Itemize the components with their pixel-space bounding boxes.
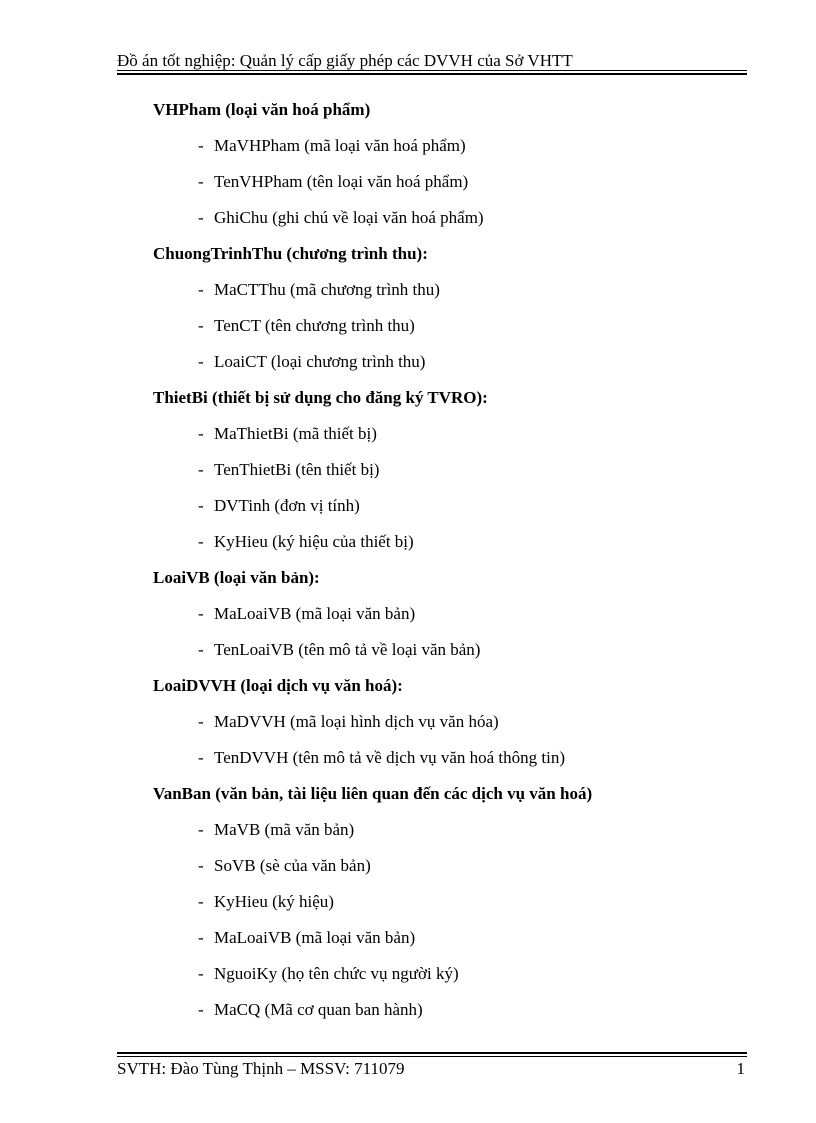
- footer-rule-thick: [117, 1052, 747, 1054]
- list-item-text: SoVB (sè của văn bản): [214, 856, 371, 875]
- page-number: 1: [736, 1059, 745, 1078]
- list-item-text: MaLoaiVB (mã loại văn bản): [214, 928, 416, 947]
- section-title: ThietBi (thiết bị sử dụng cho đăng ký TVRO):: [153, 388, 488, 407]
- header-rule-thin: [117, 70, 747, 71]
- list-item-text: DVTinh (đơn vị tính): [214, 496, 360, 515]
- bullet-dash: -: [198, 316, 204, 335]
- bullet-dash: -: [198, 964, 204, 983]
- list-item: [153, 350, 743, 386]
- bullet-dash: -: [198, 460, 204, 479]
- bullet-dash: -: [198, 748, 204, 767]
- list-item-text: MaDVVH (mã loại hình dịch vụ văn hóa): [214, 712, 499, 731]
- list-item: [153, 530, 743, 566]
- list-item: [153, 422, 743, 458]
- document-body: [153, 98, 743, 1034]
- list-item: [153, 854, 743, 890]
- list-item-text: MaVHPham (mã loại văn hoá phẩm): [214, 136, 466, 155]
- list-item: [153, 134, 743, 170]
- list-item-text: MaLoaiVB (mã loại văn bản): [214, 604, 416, 623]
- bullet-dash: -: [198, 928, 204, 947]
- section: [153, 98, 743, 242]
- section: [153, 782, 743, 1034]
- bullet-dash: -: [198, 352, 204, 371]
- section-title: ChuongTrinhThu (chương trình thu):: [153, 244, 428, 263]
- section: [153, 386, 743, 566]
- page-header: [117, 50, 747, 72]
- bullet-dash: -: [198, 856, 204, 875]
- list-item-text: MaVB (mã văn bản): [214, 820, 355, 839]
- list-item: [153, 926, 743, 962]
- section-title: LoaiVB (loại văn bản):: [153, 568, 320, 587]
- list-item: [153, 278, 743, 314]
- list-item-text: LoaiCT (loại chương trình thu): [214, 352, 426, 371]
- list-item-text: TenCT (tên chương trình thu): [214, 316, 415, 335]
- list-item-text: MaCQ (Mã cơ quan ban hành): [214, 1000, 423, 1019]
- bullet-dash: -: [198, 604, 204, 623]
- list-item-text: TenThietBi (tên thiết bị): [214, 460, 380, 479]
- section: [153, 242, 743, 386]
- list-item-text: NguoiKy (họ tên chức vụ người ký): [214, 964, 459, 983]
- bullet-dash: -: [198, 640, 204, 659]
- list-item-text: TenDVVH (tên mô tả về dịch vụ văn hoá thông tin): [214, 748, 566, 767]
- footer-author: SVTH: Đào Tùng Thịnh – MSSV: 711079: [117, 1059, 405, 1078]
- list-item: [153, 818, 743, 854]
- bullet-dash: -: [198, 172, 204, 191]
- list-item-text: MaThietBi (mã thiết bị): [214, 424, 377, 443]
- section-title: VHPham (loại văn hoá phẩm): [153, 100, 371, 119]
- section-title: VanBan (văn bản, tài liệu liên quan đến các dịch vụ văn hoá): [153, 784, 593, 803]
- list-item: [153, 962, 743, 998]
- bullet-dash: -: [198, 424, 204, 443]
- bullet-dash: -: [198, 1000, 204, 1019]
- bullet-dash: -: [198, 712, 204, 731]
- list-item-text: KyHieu (ký hiệu): [214, 892, 334, 911]
- list-item-text: TenLoaiVB (tên mô tả về loại văn bản): [214, 640, 481, 659]
- list-item: [153, 710, 743, 746]
- page-footer: [117, 1058, 747, 1080]
- list-item: [153, 890, 743, 926]
- bullet-dash: -: [198, 208, 204, 227]
- list-item-text: GhiChu (ghi chú về loại văn hoá phẩm): [214, 208, 484, 227]
- list-item: [153, 206, 743, 242]
- list-item: [153, 458, 743, 494]
- bullet-dash: -: [198, 532, 204, 551]
- section: [153, 566, 743, 674]
- section-title: LoaiDVVH (loại dịch vụ văn hoá):: [153, 676, 403, 695]
- list-item: [153, 638, 743, 674]
- list-item: [153, 314, 743, 350]
- list-item-text: MaCTThu (mã chương trình thu): [214, 280, 440, 299]
- list-item: [153, 170, 743, 206]
- list-item-text: TenVHPham (tên loại văn hoá phẩm): [214, 172, 469, 191]
- list-item-text: KyHieu (ký hiệu của thiết bị): [214, 532, 414, 551]
- footer-rule-thin: [117, 1056, 747, 1057]
- list-item: [153, 602, 743, 638]
- section: [153, 674, 743, 782]
- bullet-dash: -: [198, 280, 204, 299]
- bullet-dash: -: [198, 496, 204, 515]
- header-rule-thick: [117, 73, 747, 75]
- list-item: [153, 494, 743, 530]
- list-item: [153, 998, 743, 1034]
- bullet-dash: -: [198, 136, 204, 155]
- bullet-dash: -: [198, 820, 204, 839]
- list-item: [153, 746, 743, 782]
- bullet-dash: -: [198, 892, 204, 911]
- header-title: Đồ án tốt nghiệp: Quản lý cấp giấy phép các DVVH của Sở VHTT: [117, 51, 573, 70]
